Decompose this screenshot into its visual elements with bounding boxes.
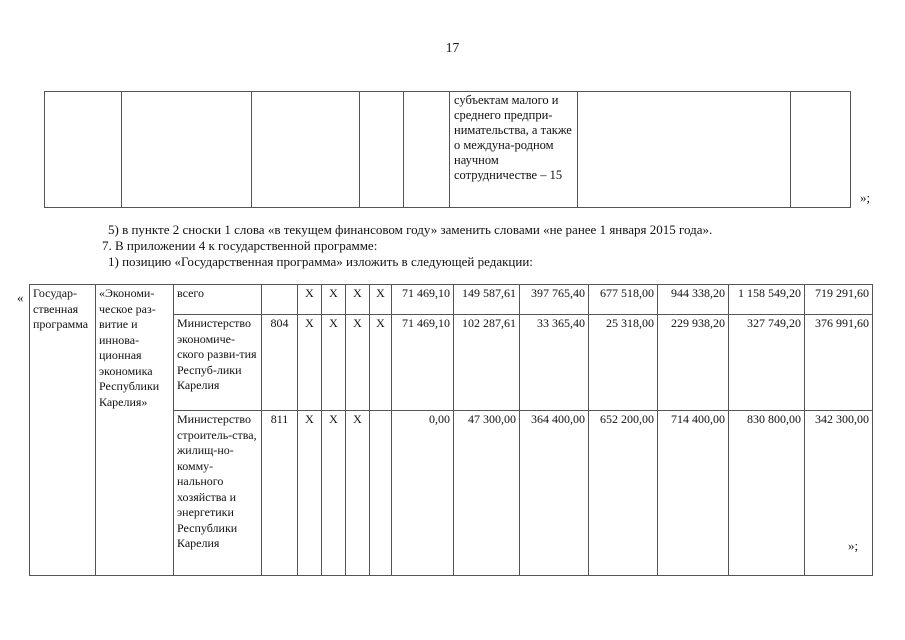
program-name-cell: «Экономи-ческое раз-витие и иннова-ционная экономика Республики Карелия» <box>96 285 174 576</box>
x-cell: Х <box>346 315 370 411</box>
value-cell: 342 300,00 <box>805 411 873 576</box>
x-cell: Х <box>346 411 370 576</box>
table-row <box>30 285 873 315</box>
empty-cell <box>45 92 122 208</box>
value-cell: 47 300,00 <box>454 411 520 576</box>
empty-cell <box>252 92 360 208</box>
x-cell <box>370 411 392 576</box>
empty-cell <box>122 92 252 208</box>
row-name: Министерство строитель-ства, жилищ-но-комму-нального хозяйства и энергетики Республики Карелия <box>174 411 262 576</box>
empty-cell <box>404 92 450 208</box>
x-cell: Х <box>370 315 392 411</box>
x-cell: Х <box>298 285 322 315</box>
value-cell: 71 469,10 <box>392 285 454 315</box>
value-cell: 719 291,60 <box>805 285 873 315</box>
value-cell: 364 400,00 <box>520 411 589 576</box>
x-cell: Х <box>322 285 346 315</box>
value-cell: 1 158 549,20 <box>729 285 805 315</box>
value-cell: 229 938,20 <box>658 315 729 411</box>
empty-cell <box>578 92 791 208</box>
value-cell: 652 200,00 <box>589 411 658 576</box>
x-cell: Х <box>322 411 346 576</box>
value-cell: 327 749,20 <box>729 315 805 411</box>
empty-cell <box>360 92 404 208</box>
opening-quote: « <box>17 290 24 305</box>
code-cell <box>262 285 298 315</box>
empty-cell <box>791 92 851 208</box>
value-cell: 677 518,00 <box>589 285 658 315</box>
paragraph-7: 7. В приложении 4 к государственной программе: <box>102 238 378 253</box>
value-cell: 830 800,00 <box>729 411 805 576</box>
x-cell: Х <box>322 315 346 411</box>
continuation-table <box>44 91 851 208</box>
x-cell: Х <box>346 285 370 315</box>
code-cell: 811 <box>262 411 298 576</box>
page-number: 17 <box>445 40 460 55</box>
code-cell: 804 <box>262 315 298 411</box>
value-cell: 102 287,61 <box>454 315 520 411</box>
value-cell: 71 469,10 <box>392 315 454 411</box>
closing-quote: »; <box>860 190 871 205</box>
value-cell: 0,00 <box>392 411 454 576</box>
value-cell: 33 365,40 <box>520 315 589 411</box>
program-type-cell: Государ-ственная программа <box>30 285 96 576</box>
paragraph-1: 1) позицию «Государственная программа» изложить в следующей редакции: <box>108 254 533 269</box>
x-cell: Х <box>298 411 322 576</box>
closing-quote: »; <box>848 538 859 553</box>
program-table <box>29 284 873 576</box>
row-name: Министерство экономиче-ского разви-тия Респуб-лики Карелия <box>174 315 262 411</box>
row-name: всего <box>174 285 262 315</box>
value-cell: 944 338,20 <box>658 285 729 315</box>
x-cell: Х <box>370 285 392 315</box>
paragraph-5: 5) в пункте 2 сноски 1 слова «в текущем финансовом году» заменить словами «не ранее 1 января 2015 года». <box>108 222 713 237</box>
value-cell: 149 587,61 <box>454 285 520 315</box>
description-cell: субъектам малого и среднего предпри-нимательства, а также о междуна-родном научном сотрудничестве – 15 <box>450 92 578 208</box>
value-cell: 376 991,60 <box>805 315 873 411</box>
value-cell: 25 318,00 <box>589 315 658 411</box>
x-cell: Х <box>298 315 322 411</box>
value-cell: 397 765,40 <box>520 285 589 315</box>
value-cell: 714 400,00 <box>658 411 729 576</box>
